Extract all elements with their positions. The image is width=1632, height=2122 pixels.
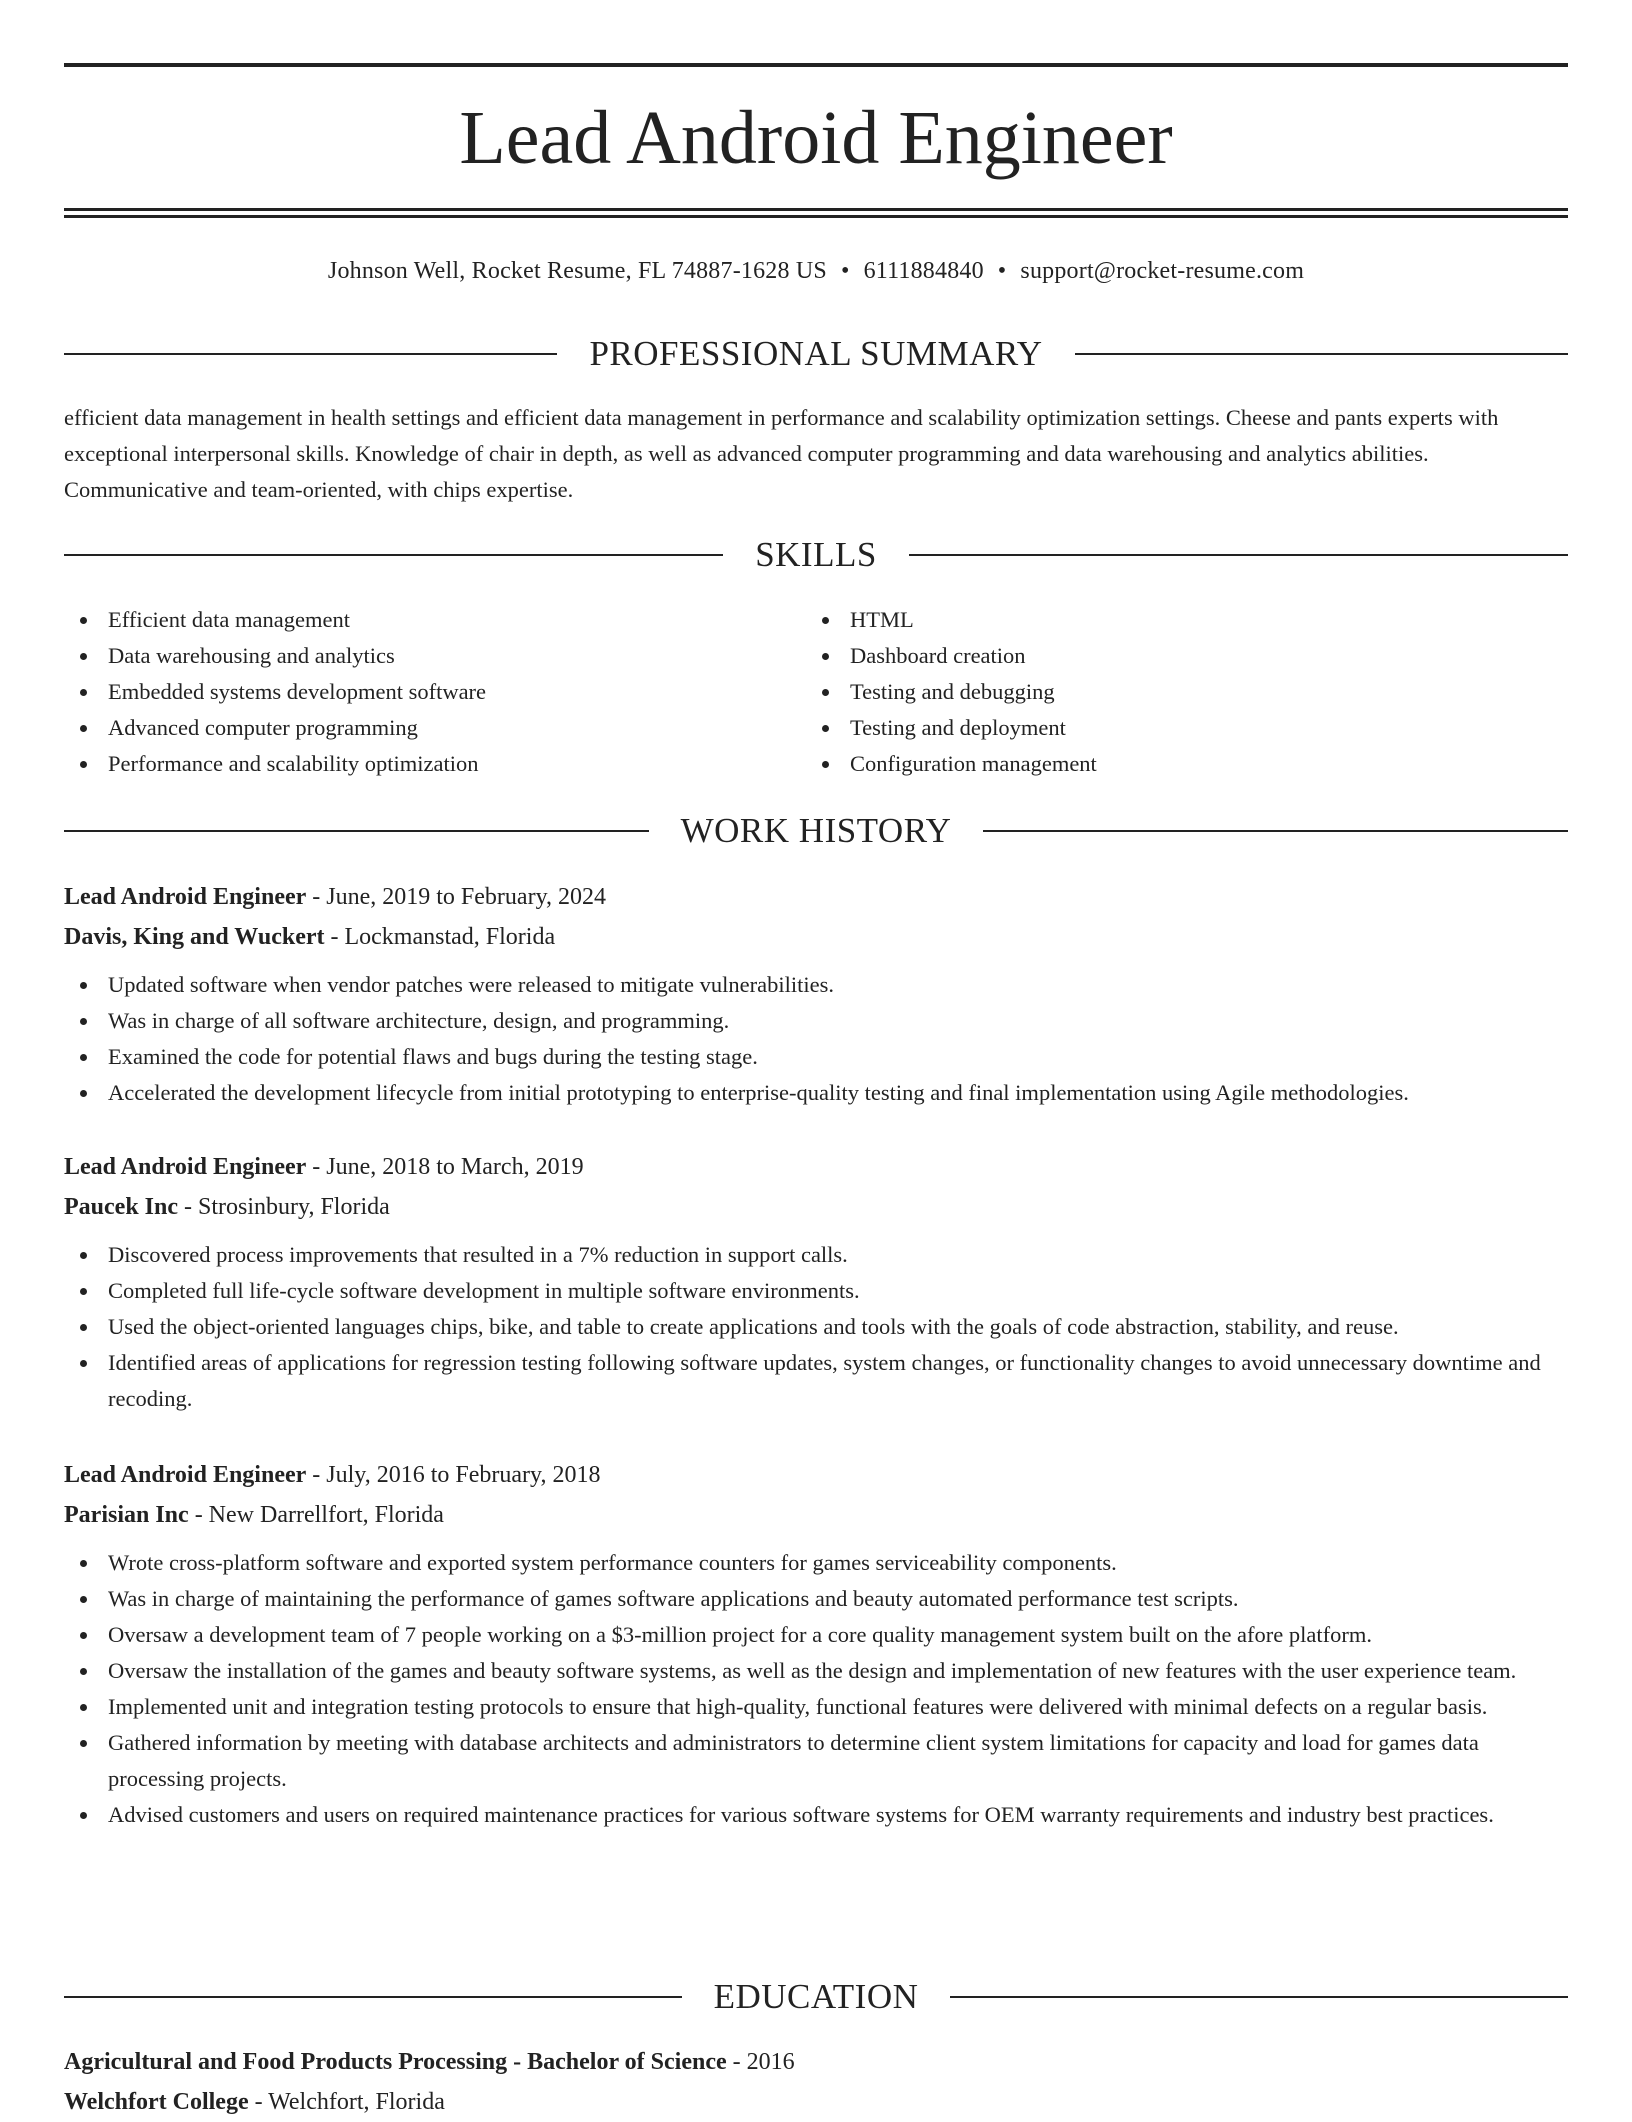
job-title: Lead Android Engineer bbox=[64, 1462, 307, 1488]
skill-item: Testing and deployment bbox=[806, 710, 1506, 746]
contact-phone: 6111884840 bbox=[863, 258, 984, 284]
section-rule bbox=[909, 554, 1568, 556]
section-title-education: EDUCATION bbox=[713, 1977, 919, 2016]
job-company: Paucek Inc bbox=[64, 1194, 178, 1220]
job-company-line bbox=[64, 1495, 1568, 1535]
skill-item: Advanced computer programming bbox=[64, 710, 764, 746]
resume-title: Lead Android Engineer bbox=[459, 96, 1173, 180]
job-bullet: Identified areas of applications for regression testing following software updates, system changes, or functionality changes to avoid unnecessary downtime and recoding. bbox=[64, 1345, 1568, 1417]
job-bullet: Oversaw a development team of 7 people working on a $3-million project for a core quality management system built on the afore platform. bbox=[64, 1617, 1568, 1653]
education-entry bbox=[64, 2042, 1568, 2122]
section-rule bbox=[64, 830, 649, 832]
section-rule bbox=[983, 830, 1568, 832]
job-bullet: Discovered process improvements that resulted in a 7% reduction in support calls. bbox=[64, 1237, 1568, 1273]
job-company: Parisian Inc bbox=[64, 1502, 189, 1528]
contact-separator: • bbox=[997, 258, 1007, 284]
job-title: Lead Android Engineer bbox=[64, 1154, 307, 1180]
job-bullet: Updated software when vendor patches were released to mitigate vulnerabilities. bbox=[64, 967, 1568, 1003]
job-company: Davis, King and Wuckert bbox=[64, 924, 325, 950]
section-title-skills: SKILLS bbox=[755, 535, 877, 574]
job-bullet: Was in charge of all software architecture, design, and programming. bbox=[64, 1003, 1568, 1039]
skill-item: Efficient data management bbox=[64, 602, 764, 638]
summary-text: efficient data management in health settings and efficient data management in performance and scalability optimization settings. Cheese and pants experts with exceptional interpersonal skills. Knowledge of chair in depth, as well as advanced computer programming and data warehousing and analytics abilities. Communicative and team-oriented, with chips expertise. bbox=[64, 405, 1499, 502]
job-bullet: Oversaw the installation of the games and beauty software systems, as well as the design and implementation of new features with the user experience team. bbox=[64, 1653, 1568, 1689]
job-title-line bbox=[64, 1147, 1568, 1187]
skills-column-left bbox=[64, 602, 764, 782]
contact-line bbox=[64, 253, 1568, 289]
section-title-summary: PROFESSIONAL SUMMARY bbox=[589, 334, 1043, 373]
contact-email: support@rocket-resume.com bbox=[1020, 258, 1305, 284]
job-bullet: Was in charge of maintaining the performance of games software applications and beauty automated performance test scripts. bbox=[64, 1581, 1568, 1617]
job-bullet: Advised customers and users on required maintenance practices for various software systems for OEM warranty requirements and industry best practices. bbox=[64, 1797, 1568, 1833]
job-dates: - June, 2018 to March, 2019 bbox=[306, 1154, 584, 1180]
title-rule-upper bbox=[64, 208, 1568, 211]
skill-item: Data warehousing and analytics bbox=[64, 638, 764, 674]
job-title-line bbox=[64, 1455, 1568, 1495]
job-location: - Lockmanstad, Florida bbox=[324, 924, 556, 950]
section-rule bbox=[64, 353, 557, 355]
education-school: Welchfort College bbox=[64, 2089, 249, 2115]
job-company-line bbox=[64, 917, 1568, 957]
contact-separator: • bbox=[840, 258, 850, 284]
education-degree-line bbox=[64, 2042, 1568, 2082]
skill-item: HTML bbox=[806, 602, 1506, 638]
section-title-work: WORK HISTORY bbox=[680, 811, 952, 850]
skills-column-right bbox=[806, 602, 1506, 782]
job-entry bbox=[64, 877, 1568, 1111]
job-entry bbox=[64, 1455, 1568, 1833]
top-rule bbox=[64, 63, 1568, 67]
job-bullet: Accelerated the development lifecycle from initial prototyping to enterprise-quality testing and final implementation using Agile methodologies. bbox=[64, 1075, 1568, 1111]
section-header-education bbox=[64, 1975, 1568, 2019]
job-title: Lead Android Engineer bbox=[64, 884, 307, 910]
title-rule-lower bbox=[64, 215, 1568, 218]
job-dates: - July, 2016 to February, 2018 bbox=[306, 1462, 601, 1488]
section-rule bbox=[64, 554, 723, 556]
job-company-line bbox=[64, 1187, 1568, 1227]
skill-item: Configuration management bbox=[806, 746, 1506, 782]
job-bullet: Examined the code for potential flaws and bugs during the testing stage. bbox=[64, 1039, 1568, 1075]
skill-item: Embedded systems development software bbox=[64, 674, 764, 710]
job-entry bbox=[64, 1147, 1568, 1417]
education-degree: Agricultural and Food Products Processing - Bachelor of Science bbox=[64, 2049, 727, 2075]
skill-item: Testing and debugging bbox=[806, 674, 1506, 710]
section-rule bbox=[1075, 353, 1568, 355]
section-rule bbox=[950, 1996, 1568, 1998]
section-header-summary bbox=[64, 332, 1568, 376]
education-school-line bbox=[64, 2082, 1568, 2122]
job-bullet: Used the object-oriented languages chips, bike, and table to create applications and tools with the goals of code abstraction, stability, and reuse. bbox=[64, 1309, 1568, 1345]
section-rule bbox=[64, 1996, 682, 1998]
job-bullet: Completed full life-cycle software development in multiple software environments. bbox=[64, 1273, 1568, 1309]
skill-item: Dashboard creation bbox=[806, 638, 1506, 674]
job-bullet: Wrote cross-platform software and exported system performance counters for games serviceability components. bbox=[64, 1545, 1568, 1581]
contact-address: Johnson Well, Rocket Resume, FL 74887-1628 US bbox=[327, 258, 827, 284]
education-location: - Welchfort, Florida bbox=[248, 2089, 445, 2115]
section-header-work bbox=[64, 809, 1568, 853]
job-bullet: Implemented unit and integration testing protocols to ensure that high-quality, functional features were delivered with minimal defects on a regular basis. bbox=[64, 1689, 1568, 1725]
section-header-skills bbox=[64, 533, 1568, 577]
job-dates: - June, 2019 to February, 2024 bbox=[306, 884, 607, 910]
education-year: - 2016 bbox=[726, 2049, 795, 2075]
job-bullet: Gathered information by meeting with database architects and administrators to determine client system limitations for capacity and load for games data processing projects. bbox=[64, 1725, 1568, 1797]
job-location: - New Darrellfort, Florida bbox=[188, 1502, 444, 1528]
job-title-line bbox=[64, 877, 1568, 917]
job-location: - Strosinbury, Florida bbox=[178, 1194, 390, 1220]
skill-item: Performance and scalability optimization bbox=[64, 746, 764, 782]
